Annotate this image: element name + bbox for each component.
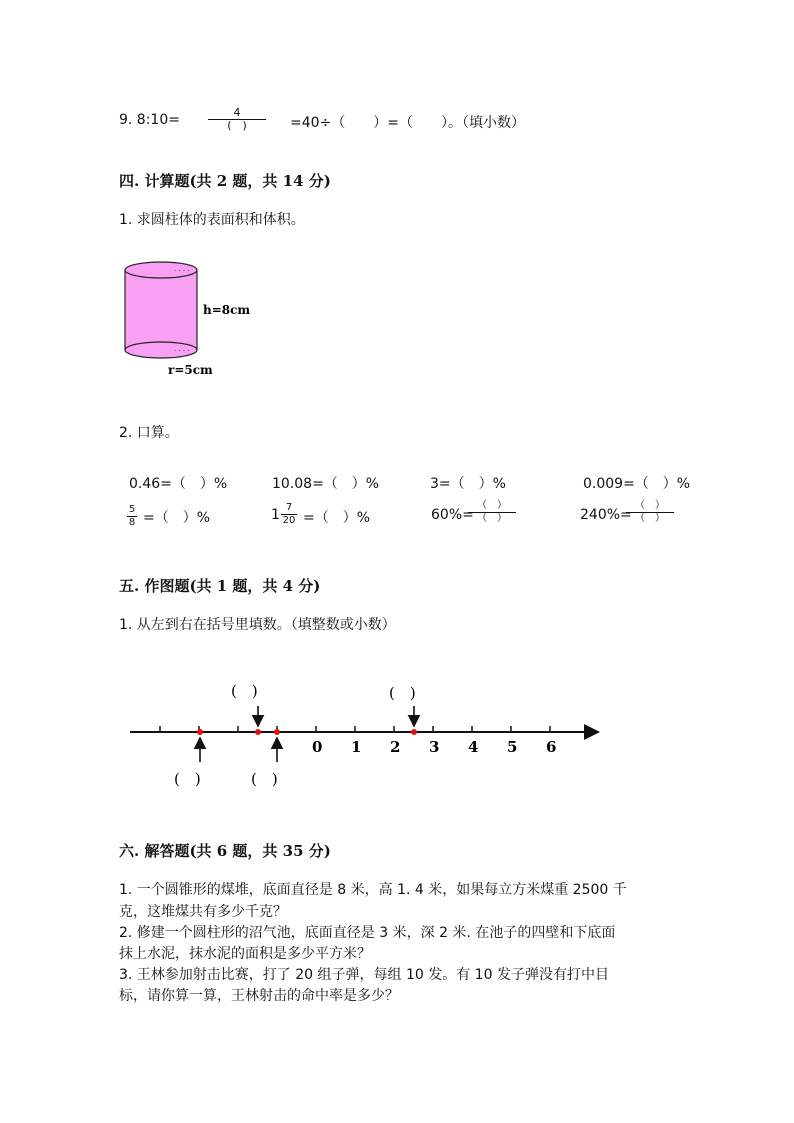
number-line-labels [312,738,556,756]
oral-item-6-tail: =（ ）% [303,510,371,526]
number-line [120,670,610,800]
tick-label: 2 [390,738,401,756]
oral-item-2: 10.08=（ ）% [272,476,380,492]
svg-text:· · · ·: · · · · [174,347,190,355]
q9-suffix: =40÷（ ）=（ ）。（填小数） [290,115,526,131]
oral-item-3: 3=（ ）% [430,476,506,492]
section6-line-2: 克，这堆煤共有多少千克？ [119,904,287,920]
tick-label: 0 [312,738,323,756]
q9-frac-numerator: 4 [233,106,241,119]
section5-q1: 1. 从左到右在括号里填数。（填整数或小数） [119,617,396,633]
blank-bottom-2: ( ) [251,770,278,788]
oral-item-1: 0.46=（ ）% [129,476,228,492]
frac-num: 7 [285,502,293,513]
frac-num: 5 [128,504,136,515]
cylinder-height-label: h=8cm [203,303,251,317]
tick-label: 1 [351,738,362,756]
q9-frac-denominator: ( ) [227,119,247,132]
frac-den: （ ） [635,513,665,524]
section5-heading: 五. 作图题(共 1 题，共 4 分) [119,577,321,595]
section6-line-5: 3. 王林参加射击比赛，打了 20 组子弹，每组 10 发。有 10 发子弹没有打中目 [119,967,609,983]
oral-item-6-fraction [281,502,297,527]
q9-fraction [208,107,266,132]
tick-label: 5 [507,738,518,756]
q9-prefix: 9. 8:10= [119,112,180,128]
point-1 [197,729,203,735]
frac-den: 20 [282,515,296,526]
oral-item-8-head: 240%= [580,507,632,523]
point-4 [411,729,417,735]
frac-num: （ ） [635,500,665,511]
tick-label: 4 [468,738,479,756]
cylinder-radius-label: r=5cm [168,363,213,377]
frac-den: 8 [128,517,136,528]
point-3 [274,729,280,735]
oral-item-7-head: 60%= [431,507,474,523]
tick-label: 3 [429,738,440,756]
section4-q1: 1. 求圆柱体的表面积和体积。 [119,212,305,228]
section6-line-6: 标，请你算一算，王林射击的命中率是多少？ [119,988,399,1004]
blank-top-1: ( ) [231,682,258,700]
frac-num: （ ） [477,500,507,511]
oral-item-4: 0.009=（ ）% [583,476,691,492]
oral-item-5-fraction [127,504,137,529]
tick-label: 6 [546,738,557,756]
section4-q2: 2. 口算。 [119,425,179,441]
point-2 [255,729,261,735]
oral-item-7-fraction [468,500,516,525]
cylinder-figure [110,258,260,383]
section4-heading: 四. 计算题(共 2 题，共 14 分) [119,172,331,190]
oral-item-8-fraction [626,500,674,525]
oral-item-6-whole: 1 [271,507,280,523]
frac-den: （ ） [477,513,507,524]
section6-heading: 六. 解答题(共 6 题，共 35 分) [119,842,331,860]
section6-line-3: 2. 修建一个圆柱形的沼气池，底面直径是 3 米，深 2 米. 在池子的四壁和下底面 [119,925,616,941]
blank-top-2: ( ) [389,684,416,702]
section6-line-4: 抹上水泥，抹水泥的面积是多少平方米？ [119,946,371,962]
svg-text:· · · ·: · · · · [174,267,190,275]
cylinder-body [125,270,197,350]
section6-line-1: 1. 一个圆锥形的煤堆，底面直径是 8 米，高 1. 4 米，如果每立方米煤重 2500 千 [119,882,627,898]
blank-bottom-1: ( ) [174,770,201,788]
oral-item-5-tail: =（ ）% [143,510,211,526]
